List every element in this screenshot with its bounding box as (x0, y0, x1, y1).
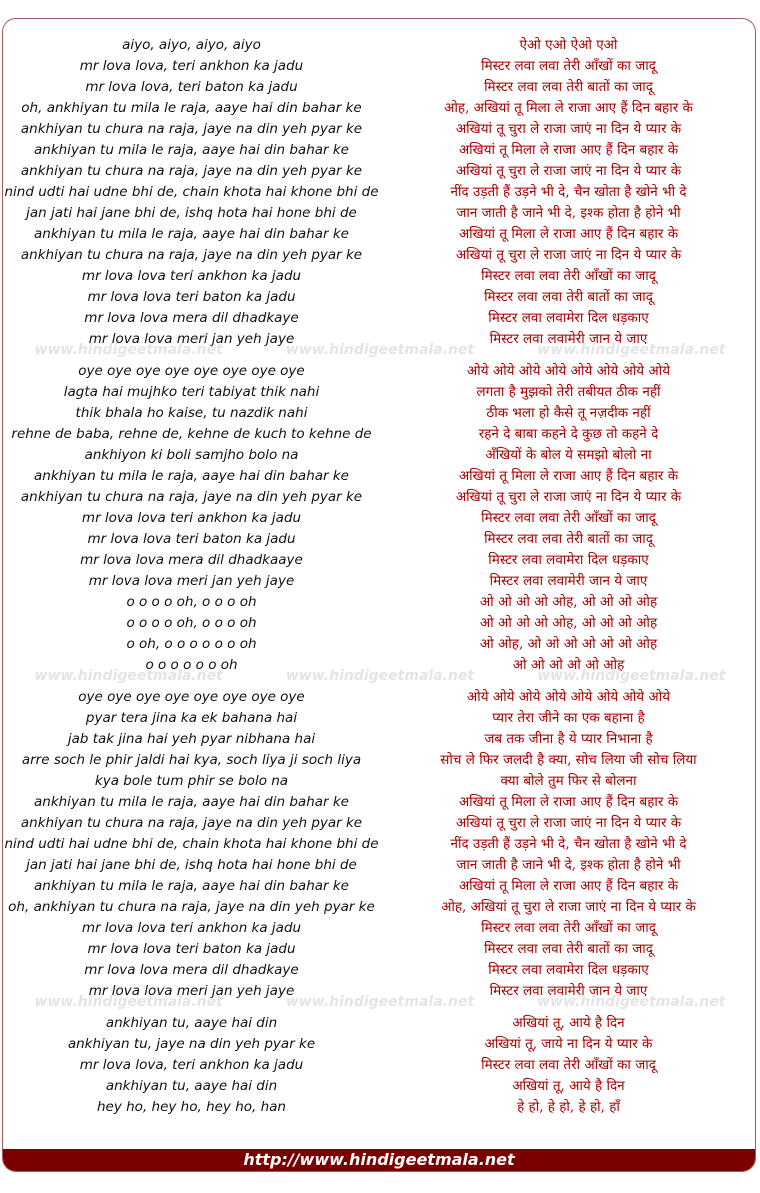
hindi-lyric-line: अखियां तू मिला ले राजा आए हैं दिन बहार के (458, 226, 679, 242)
english-lyric-line: ankhiyan tu chura na raja, jaye na din yeh pyar ke (20, 163, 363, 179)
watermark-text: www.hindigeetmala.net (537, 342, 726, 358)
english-lyric-line: ankhiyon ki boli samjho bolo na (84, 447, 299, 463)
hindi-lyric-line: मिस्टर लवा लवा तेरी बातों का जादू (484, 531, 653, 547)
hindi-lyrics-column (380, 361, 756, 676)
hindi-lyric-line: ओ ओ ओ ओ ओह, ओ ओ ओ ओह (479, 594, 658, 610)
hindi-lyric-line: मिस्टर लवा लवा तेरी बातों का जादू (484, 289, 653, 305)
english-lyric-line: mr lova lova teri ankhon ka jadu (81, 920, 302, 936)
hindi-lyric-line: जब तक जीना है ये प्यार निभाना है (484, 731, 653, 747)
hindi-lyrics-column (380, 35, 756, 350)
english-lyric-line: mr lova lova mera dil dhadkaye (84, 310, 299, 326)
english-lyric-line: mr lova lova, teri ankhon ka jadu (79, 58, 304, 74)
english-lyric-line: oye oye oye oye oye oye oye oye (78, 689, 305, 705)
english-lyric-line: nind udti hai udne bhi de, chain khota hai khone bhi de (4, 184, 379, 200)
english-lyrics-column (3, 687, 380, 1002)
english-lyric-line: oye oye oye oye oye oye oye oye (78, 363, 305, 379)
hindi-lyric-line: मिस्टर लवा लवामेरी जान ये जाए (489, 983, 648, 999)
english-lyric-line: mr lova lova meri jan yeh jaye (88, 573, 295, 589)
hindi-lyric-line: हे हो, हे हो, हे हो, हाँ (517, 1099, 620, 1115)
hindi-lyric-line: मिस्टर लवा लवा तेरी आँखों का जादू (481, 58, 656, 74)
english-lyric-line: o o o o oh, o o o oh (126, 615, 257, 631)
hindi-lyric-line: मिस्टर लवा लवामेरी जान ये जाए (489, 573, 648, 589)
english-lyric-line: jab tak jina hai yeh pyar nibhana hai (67, 731, 316, 747)
stanza (3, 1013, 756, 1118)
english-lyric-line: ankhiyan tu, aaye hai din (105, 1015, 278, 1031)
footer-url-link[interactable]: http://www.hindigeetmala.net (243, 1150, 515, 1169)
watermark-text: www.hindigeetmala.net (34, 342, 223, 358)
hindi-lyrics-column (380, 1013, 756, 1118)
hindi-lyric-line: अखियां तू चुरा ले राजा जाएं ना दिन ये प्यार के (455, 247, 682, 263)
english-lyric-line: mr lova lova mera dil dhadkaaye (80, 552, 303, 568)
stanza (3, 35, 756, 350)
hindi-lyric-line: नींद उड़ती हैं उड़ने भी दे, चैन खोता है खोने भी दे (450, 836, 687, 852)
hindi-lyric-line: प्यार तेरा जीने का एक बहाना है (492, 710, 645, 726)
hindi-lyric-line: अखियां तू मिला ले राजा आए हैं दिन बहार के (458, 142, 679, 158)
english-lyric-line: ankhiyan tu mila le raja, aaye hai din bahar ke (33, 226, 349, 242)
english-lyric-line: ankhiyan tu mila le raja, aaye hai din bahar ke (33, 878, 349, 894)
hindi-lyric-line: अखियां तू चुरा ले राजा जाएं ना दिन ये प्यार के (455, 163, 682, 179)
english-lyric-line: kya bole tum phir se bolo na (94, 773, 289, 789)
watermark-row (3, 342, 756, 358)
hindi-lyric-line: नींद उड़ती हैं उड़ने भी दे, चैन खोता है खोने भी दे (450, 184, 687, 200)
footer-bar (3, 1149, 755, 1171)
english-lyric-line: o o o o oh, o o o oh (126, 594, 257, 610)
hindi-lyric-line: अखियां तू मिला ले राजा आए हैं दिन बहार के (458, 794, 679, 810)
watermark-text: www.hindigeetmala.net (285, 994, 475, 1010)
stanza (3, 361, 756, 676)
english-lyric-line: mr lova lova teri ankhon ka jadu (81, 510, 302, 526)
hindi-lyric-line: अखियां तू चुरा ले राजा जाएं ना दिन ये प्यार के (455, 489, 682, 505)
hindi-lyric-line: जान जाती है जाने भी दे, इश्क होता है होने भी (456, 205, 681, 221)
hindi-lyric-line: ऐओ एओ ऐओ एओ (519, 37, 618, 53)
english-lyric-line: o o o o o o oh (145, 657, 238, 673)
hindi-lyric-line: मिस्टर लवा लवा तेरी बातों का जादू (484, 941, 653, 957)
english-lyric-line: aiyo, aiyo, aiyo, aiyo (122, 37, 261, 53)
hindi-lyrics-column (380, 687, 756, 1002)
hindi-lyric-line: मिस्टर लवा लवा तेरी आँखों का जादू (481, 1057, 656, 1073)
hindi-lyric-line: मिस्टर लवा लवामेरा दिल धड़काए (488, 552, 649, 568)
english-lyrics-column (3, 35, 380, 350)
english-lyric-line: arre soch le phir jaldi hai kya, soch liya ji soch liya (21, 752, 362, 768)
english-lyric-line: o oh, o o o o o o oh (126, 636, 257, 652)
english-lyric-line: pyar tera jina ka ek bahana hai (85, 710, 298, 726)
english-lyric-line: ankhiyan tu, aaye hai din (105, 1078, 278, 1094)
english-lyric-line: ankhiyan tu chura na raja, jaye na din yeh pyar ke (20, 489, 363, 505)
hindi-lyric-line: ओ ओ ओ ओ ओह, ओ ओ ओ ओह (479, 615, 658, 631)
english-lyric-line: thik bhala ho kaise, tu nazdik nahi (75, 405, 308, 421)
english-lyric-line: nind udti hai udne bhi de, chain khota hai khone bhi de (4, 836, 379, 852)
hindi-lyric-line: मिस्टर लवा लवामेरी जान ये जाए (489, 331, 648, 347)
hindi-lyric-line: क्या बोले तुम फिर से बोलना (500, 773, 637, 789)
english-lyric-line: ankhiyan tu chura na raja, jaye na din yeh pyar ke (20, 815, 363, 831)
english-lyric-line: ankhiyan tu mila le raja, aaye hai din bahar ke (33, 794, 349, 810)
english-lyric-line: ankhiyan tu mila le raja, aaye hai din bahar ke (33, 142, 349, 158)
watermark-text: www.hindigeetmala.net (34, 994, 223, 1010)
watermark-text: www.hindigeetmala.net (285, 668, 475, 684)
english-lyric-line: mr lova lova teri baton ka jadu (87, 289, 296, 305)
english-lyrics-column (3, 1013, 380, 1118)
english-lyric-line: ankhiyan tu mila le raja, aaye hai din bahar ke (33, 468, 349, 484)
english-lyric-line: mr lova lova teri baton ka jadu (87, 531, 296, 547)
english-lyric-line: mr lova lova meri jan yeh jaye (88, 331, 295, 347)
watermark-text: www.hindigeetmala.net (537, 668, 726, 684)
hindi-lyric-line: मिस्टर लवा लवा तेरी आँखों का जादू (481, 510, 656, 526)
hindi-lyric-line: मिस्टर लवा लवामेरा दिल धड़काए (488, 310, 649, 326)
english-lyric-line: mr lova lova, teri baton ka jadu (85, 79, 298, 95)
hindi-lyric-line: अँखियों के बोल ये समझो बोलो ना (485, 447, 652, 463)
lyrics-columns (3, 35, 756, 1129)
english-lyric-line: mr lova lova teri baton ka jadu (87, 941, 296, 957)
english-lyric-line: ankhiyan tu chura na raja, jaye na din yeh pyar ke (20, 247, 363, 263)
hindi-lyric-line: अखियां तू चुरा ले राजा जाएं ना दिन ये प्यार के (455, 815, 682, 831)
english-lyric-line: lagta hai mujhko teri tabiyat thik nahi (63, 384, 320, 400)
hindi-lyric-line: ओ ओ ओ ओ ओ ओह (512, 657, 625, 673)
english-lyric-line: oh, ankhiyan tu mila le raja, aaye hai din bahar ke (21, 100, 362, 116)
english-lyric-line: jan jati hai jane bhi de, ishq hota hai hone bhi de (26, 205, 357, 221)
english-lyric-line: rehne de baba, rehne de, kehne de kuch to kehne de (11, 426, 372, 442)
hindi-lyric-line: ओ ओह, ओ ओ ओ ओ ओ ओ ओह (479, 636, 658, 652)
hindi-lyric-line: अखियां तू चुरा ले राजा जाएं ना दिन ये प्यार के (455, 121, 682, 137)
watermark-row (3, 668, 756, 684)
hindi-lyric-line: जान जाती है जाने भी दे, इश्क होता है होने भी (456, 857, 681, 873)
hindi-lyric-line: अखियां तू, आये है दिन (512, 1015, 625, 1031)
english-lyric-line: jan jati hai jane bhi de, ishq hota hai hone bhi de (26, 857, 357, 873)
stanza (3, 687, 756, 1002)
hindi-lyric-line: मिस्टर लवा लवा तेरी आँखों का जादू (481, 268, 656, 284)
lyrics-card (2, 18, 756, 1172)
watermark-text: www.hindigeetmala.net (285, 342, 475, 358)
watermark-row (3, 994, 756, 1010)
hindi-lyric-line: अखियां तू मिला ले राजा आए हैं दिन बहार के (458, 878, 679, 894)
hindi-lyric-line: लगता है मुझको तेरी तबीयत ठीक नहीं (476, 384, 661, 400)
english-lyric-line: mr lova lova mera dil dhadkaye (84, 962, 299, 978)
english-lyric-line: hey ho, hey ho, hey ho, han (96, 1099, 286, 1115)
watermark-text: www.hindigeetmala.net (34, 668, 223, 684)
english-lyrics-column (3, 361, 380, 676)
hindi-lyric-line: मिस्टर लवा लवा तेरी बातों का जादू (484, 79, 653, 95)
hindi-lyric-line: ठीक भला हो कैसे तू नज़दीक नहीं (486, 405, 651, 421)
english-lyric-line: ankhiyan tu, jaye na din yeh pyar ke (67, 1036, 316, 1052)
hindi-lyric-line: अखियां तू, जाये ना दिन ये प्यार के (484, 1036, 653, 1052)
hindi-lyric-line: ओह, अखियां तू चुरा ले राजा जाएं ना दिन ये प्यार के (441, 899, 696, 915)
hindi-lyric-line: रहने दे बाबा कहने दे कुछ तो कहने दे (478, 426, 659, 442)
hindi-lyric-line: ओह, अखियां तू मिला ले राजा आए हैं दिन बहार के (444, 100, 693, 116)
hindi-lyric-line: ओये ओये ओये ओये ओये ओये ओये ओये (466, 689, 671, 705)
english-lyric-line: oh, ankhiyan tu chura na raja, jaye na din yeh pyar ke (8, 899, 375, 915)
english-lyric-line: mr lova lova, teri ankhon ka jadu (79, 1057, 304, 1073)
watermark-text: www.hindigeetmala.net (537, 994, 726, 1010)
english-lyric-line: mr lova lova teri ankhon ka jadu (81, 268, 302, 284)
hindi-lyric-line: ओये ओये ओये ओये ओये ओये ओये ओये (466, 363, 671, 379)
english-lyric-line: ankhiyan tu chura na raja, jaye na din yeh pyar ke (20, 121, 363, 137)
hindi-lyric-line: सोच ले फिर जलदी है क्या, सोच लिया जी सोच लिया (440, 752, 697, 768)
hindi-lyric-line: अखियां तू, आये है दिन (512, 1078, 625, 1094)
hindi-lyric-line: मिस्टर लवा लवामेरा दिल धड़काए (488, 962, 649, 978)
hindi-lyric-line: अखियां तू मिला ले राजा आए हैं दिन बहार के (458, 468, 679, 484)
hindi-lyric-line: मिस्टर लवा लवा तेरी आँखों का जादू (481, 920, 656, 936)
english-lyric-line: mr lova lova meri jan yeh jaye (88, 983, 295, 999)
